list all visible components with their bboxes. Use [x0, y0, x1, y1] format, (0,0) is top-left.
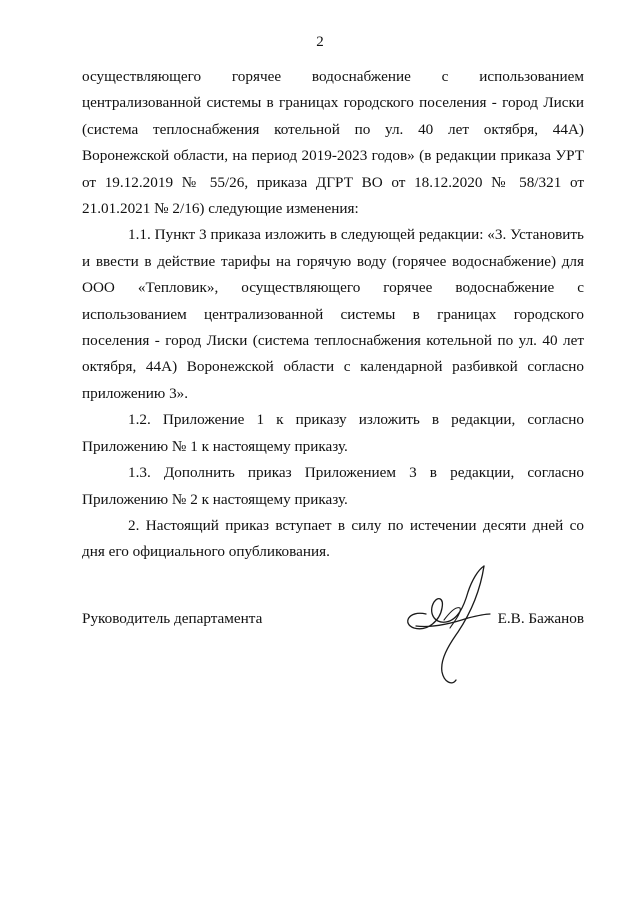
paragraph-1-2: 1.2. Приложение 1 к приказу изложить в редакции, согласно Приложению № 1 к настоящему приказу.: [82, 411, 584, 455]
paragraph-1-3: 1.3. Дополнить приказ Приложением 3 в редакции, согласно Приложению № 2 к настоящему приказу.: [82, 464, 584, 508]
paragraph-2: 2. Настоящий приказ вступает в силу по истечении десяти дней со дня его официального опубликования.: [82, 516, 584, 561]
paragraph-intro-continuation: осуществляющего горячее водоснабжение с использованием централизованной системы в границах городского поселения - город Лиски (система теплоснабжения котельной по ул. 40 лет октября, 44А) Воронежской области, на период 2019-2023 годов» (в редакции приказа УРТ от 19.12.2019 № 55/26, приказа ДГРТ ВО от 18.12.2020 № 58/321 от 21.01.2021 № 2/16) следующие изменения:: [82, 68, 584, 218]
handwritten-signature: [398, 562, 498, 692]
signature-block: [82, 610, 584, 634]
page-number: 2: [316, 34, 324, 50]
signatory-name: Е.В. Бажанов: [497, 610, 584, 627]
paragraph-1-1: 1.1. Пункт 3 приказа изложить в следующей редакции: «3. Установить и ввести в действие тарифы на горячую воду (горячее водоснабжение) для ООО «Тепловик», осуществляющего горячее водоснабжение с использованием централизованной системы в границах городского поселения - город Лиски (система теплоснабжения котельной по ул. 40 лет октября, 44А) Воронежской области с календарной разбивкой согласно приложению 3».: [82, 226, 584, 402]
document-body: [82, 64, 584, 566]
signatory-position: Руководитель департамента: [82, 610, 263, 627]
